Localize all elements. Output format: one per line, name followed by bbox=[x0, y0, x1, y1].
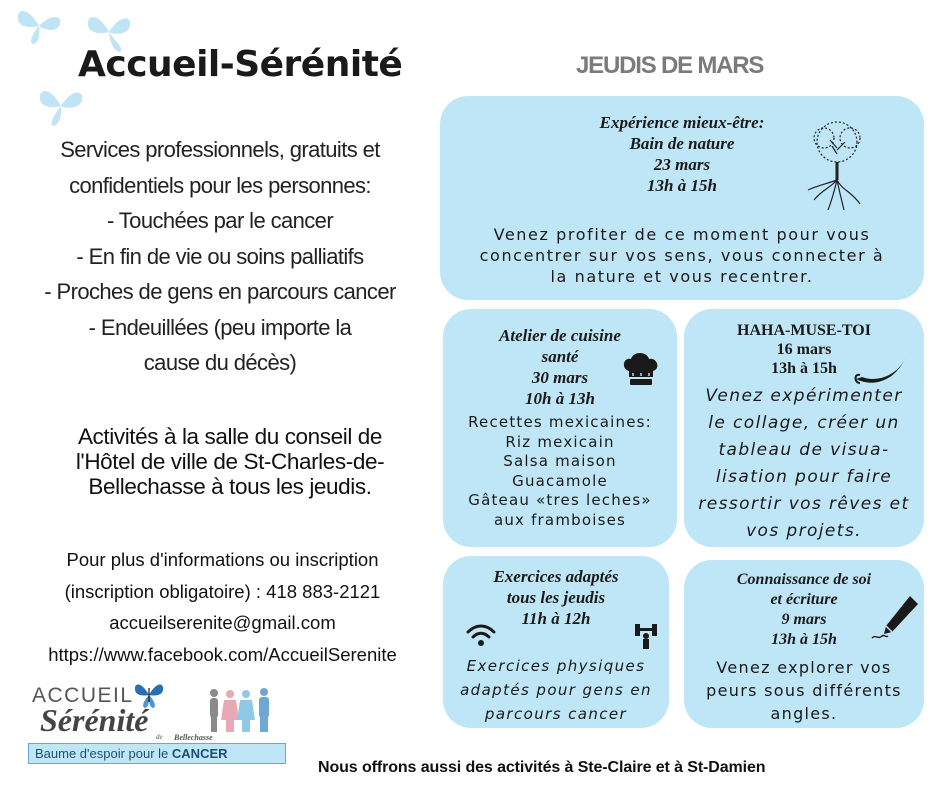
activities-line: Bellechasse à tous les jeudis. bbox=[88, 474, 372, 499]
event-description-line: Salsa maison bbox=[503, 452, 617, 470]
footer-note: Nous offrons aussi des activités à Ste-Claire et à St-Damien bbox=[318, 759, 766, 776]
event-title: Exercices adaptés bbox=[493, 567, 619, 586]
services-line: Services professionnels, gratuits et bbox=[60, 137, 380, 162]
logo-place-text: Bellechasse bbox=[174, 733, 213, 742]
event-time: 11h à 12h bbox=[521, 609, 591, 628]
event-time: 13h à 15h bbox=[771, 360, 837, 377]
pen-icon bbox=[870, 594, 920, 646]
event-date: 16 mars bbox=[776, 341, 832, 358]
event-title: Connaissance de soi bbox=[736, 571, 872, 588]
activities-line: l'Hôtel de ville de St-Charles-de- bbox=[75, 449, 385, 474]
event-subtitle: et écriture bbox=[770, 591, 838, 608]
event-description-line: Venez explorer vos bbox=[716, 658, 892, 677]
people-icon bbox=[206, 688, 276, 736]
event-description-line: Gâteau «tres leches» bbox=[468, 491, 652, 509]
event-card-atelier-cuisine bbox=[443, 309, 677, 547]
page-title: Accueil-Sérénité bbox=[78, 44, 403, 85]
event-card-connaissance-de-soi bbox=[684, 560, 924, 728]
event-description bbox=[684, 656, 924, 725]
event-subtitle: santé bbox=[541, 347, 579, 366]
event-description-line: Riz mexicain bbox=[505, 432, 615, 451]
services-line: - Proches de gens en parcours cancer bbox=[44, 279, 396, 304]
event-description bbox=[443, 654, 669, 726]
services-line: cause du décès) bbox=[143, 350, 297, 375]
event-description-line: parcours cancer bbox=[484, 705, 628, 723]
event-title: Expérience mieux-être: bbox=[599, 113, 765, 132]
wifi-icon bbox=[465, 622, 497, 648]
event-description-line: angles. bbox=[770, 704, 838, 723]
event-title: HAHA-MUSE-TOI bbox=[737, 322, 871, 339]
chef-hat-icon bbox=[621, 351, 661, 387]
dumbbell-icon bbox=[633, 622, 661, 650]
event-date: 9 mars bbox=[781, 611, 827, 628]
logo-de-text: de bbox=[156, 733, 163, 741]
event-date: 30 mars bbox=[531, 368, 589, 387]
event-description-line: Exercices physiques bbox=[466, 657, 646, 675]
event-subtitle: tous les jeudis bbox=[506, 588, 606, 607]
event-description-line: Recettes mexicaines: bbox=[468, 413, 652, 431]
accueil-serenite-logo bbox=[28, 680, 293, 764]
event-card-haha-muse-toi bbox=[684, 309, 924, 547]
event-description-line: Venez expérimenter bbox=[705, 386, 903, 406]
event-description bbox=[440, 224, 924, 287]
event-description-line: aux framboises bbox=[493, 510, 627, 529]
logo-accueil-text: ACCUEIL bbox=[32, 684, 134, 707]
logo-tagline bbox=[28, 743, 286, 764]
butterfly-icon bbox=[36, 84, 86, 128]
event-card-exercices-adaptes bbox=[443, 556, 669, 728]
event-subtitle: Bain de nature bbox=[629, 134, 735, 153]
event-card-bain-de-nature bbox=[440, 96, 924, 300]
event-description-line: tableau de visua- bbox=[718, 440, 890, 460]
services-line: - Endeuillées (peu importe la bbox=[88, 314, 352, 340]
services-description bbox=[0, 132, 440, 381]
activities-location bbox=[0, 424, 460, 499]
event-description bbox=[443, 413, 677, 530]
event-heading bbox=[443, 566, 669, 629]
contact-facebook-link: https://www.facebook.com/AccueilSerenite bbox=[48, 643, 397, 665]
contact-line: Pour plus d'informations ou inscription bbox=[66, 549, 379, 570]
services-line: - En fin de vie ou soins palliatifs bbox=[76, 243, 364, 269]
butterfly-icon bbox=[14, 4, 64, 48]
schedule-title: JEUDIS DE MARS bbox=[576, 52, 764, 79]
event-description-line: le collage, créer un bbox=[708, 413, 900, 433]
event-description-line: la nature et vous recentrer. bbox=[550, 267, 814, 286]
event-time: 13h à 15h bbox=[771, 631, 837, 648]
activities-line: Activités à la salle du conseil de bbox=[77, 424, 383, 449]
logo-serenite-text: Sérénité bbox=[40, 702, 149, 738]
event-description-line: vos projets. bbox=[746, 521, 862, 541]
services-line: - Touchées par le cancer bbox=[106, 208, 334, 233]
contact-info bbox=[0, 544, 445, 670]
event-description-line: peurs sous différents bbox=[706, 681, 902, 700]
event-description bbox=[684, 383, 924, 545]
event-title: Atelier de cuisine bbox=[499, 326, 621, 345]
event-time: 10h à 13h bbox=[525, 389, 595, 408]
services-line: confidentiels pour les personnes: bbox=[69, 172, 371, 198]
contact-email: accueilserenite@gmail.com bbox=[109, 612, 336, 633]
tree-icon bbox=[802, 118, 872, 212]
event-description-line: ressortir vos rêves et bbox=[698, 494, 910, 514]
contact-phone: (inscription obligatoire) : 418 883-2121 bbox=[64, 580, 381, 602]
event-description-line: Venez profiter de ce moment pour vous bbox=[493, 225, 871, 244]
event-time: 13h à 15h bbox=[647, 176, 717, 195]
event-description-line: concentrer sur vos sens, vous connecter à bbox=[479, 246, 885, 265]
event-description-line: Guacamole bbox=[512, 471, 608, 490]
event-description-line: lisation pour faire bbox=[715, 467, 893, 487]
event-date: 23 mars bbox=[653, 155, 711, 174]
logo-tagline-strong: CANCER bbox=[171, 746, 228, 761]
logo-tagline-prefix: Baume d'espoir pour le bbox=[35, 746, 172, 761]
event-description-line: adaptés pour gens en bbox=[460, 681, 652, 699]
